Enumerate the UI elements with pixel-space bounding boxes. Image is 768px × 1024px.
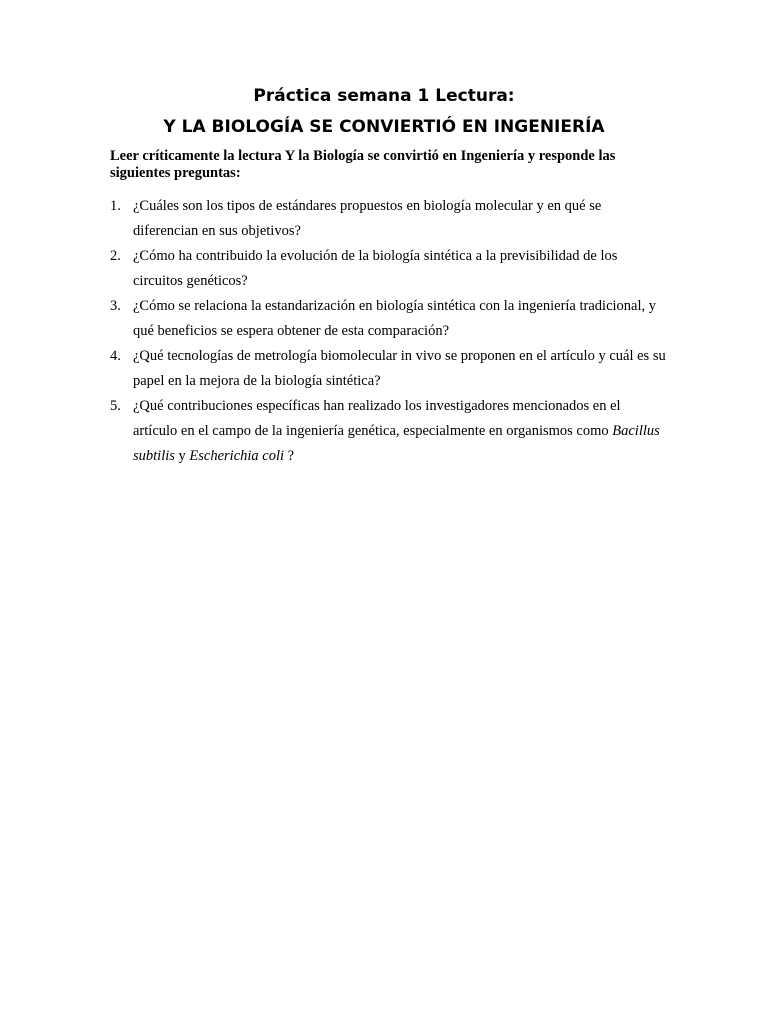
question-text: ¿Cómo se relaciona la estandarización en biología sintética con la ingeniería tradicional, y qué beneficios se espera obtener de esta comparación? [133,298,656,339]
question-number: 2. [110,248,121,264]
question-text: ¿Cómo ha contribuido la evolución de la biología sintética a la previsibilidad de los circuitos genéticos? [133,248,618,289]
question-number: 4. [110,348,121,364]
document-title: Práctica semana 1 Lectura: [253,86,515,106]
question-list [110,194,666,469]
question-text-body: ¿Qué contribuciones específicas han realizado los investigadores mencionados en el artículo en el campo de la ingeniería genética, especialmente en organismos como [133,398,621,439]
question-item [110,294,666,344]
question-text-end: ? [284,448,295,464]
organism-name: Escherichia coli [189,448,285,464]
question-number: 5. [110,398,121,414]
question-number: 3. [110,298,121,314]
question-item [110,244,666,294]
document-subtitle: Y LA BIOLOGÍA SE CONVIERTIÓ EN INGENIERÍA [163,117,605,137]
question-text [133,394,666,469]
instructions-paragraph: Leer críticamente la lectura Y la Biología se convirtió en Ingeniería y responde las siguientes preguntas: [110,148,616,181]
question-text: ¿Cuáles son los tipos de estándares propuestos en biología molecular y en qué se diferencian en sus objetivos? [133,198,602,239]
organism-name: Bacillus subtilis [133,423,660,464]
question-text: ¿Qué tecnologías de metrología biomolecular in vivo se proponen en el artículo y cuál es su papel en la mejora de la biología sintética? [133,348,666,389]
question-item [110,194,666,244]
question-item [110,394,666,469]
question-item [110,344,666,394]
question-text-connector: y [174,448,190,464]
question-number: 1. [110,198,121,214]
